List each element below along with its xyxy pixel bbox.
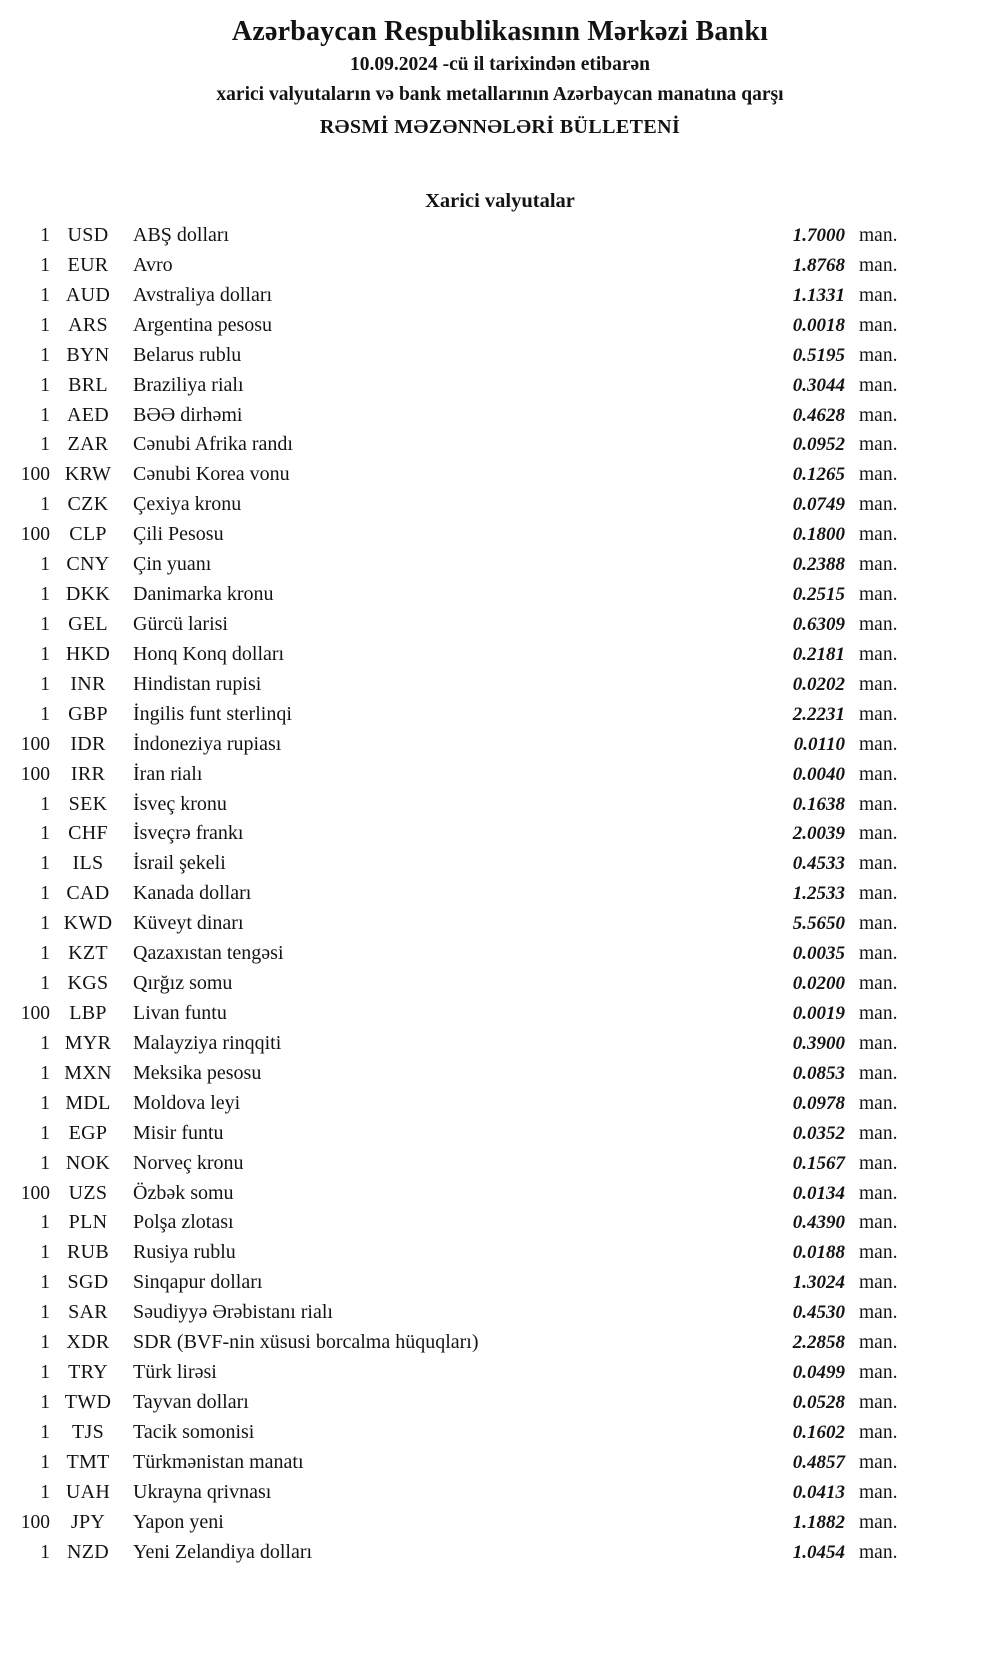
rate-row xyxy=(0,1388,908,1418)
currency-rate: 2.0039 xyxy=(792,823,845,845)
currency-rate: 0.0978 xyxy=(792,1092,845,1114)
currency-name: BƏƏ dirhəmi xyxy=(133,403,243,426)
currency-rate: 0.0528 xyxy=(792,1391,845,1413)
currency-quantity: 1 xyxy=(40,554,50,576)
currency-quantity: 1 xyxy=(40,1242,50,1264)
rate-row xyxy=(0,640,908,670)
currency-code: UAH xyxy=(65,1480,111,1503)
currency-code: LBP xyxy=(69,1001,107,1024)
currency-name: İndoneziya rupiası xyxy=(133,732,282,755)
currency-rate: 0.0200 xyxy=(792,973,845,995)
unit-label: man. xyxy=(859,763,898,785)
currency-code: TRY xyxy=(68,1361,108,1384)
currency-quantity: 1 xyxy=(40,434,50,456)
currency-rate: 0.1638 xyxy=(792,793,845,815)
currency-name: Yapon yeni xyxy=(133,1510,224,1533)
currency-quantity: 1 xyxy=(40,883,50,905)
currency-rate: 2.2858 xyxy=(792,1332,845,1354)
rate-row xyxy=(0,1298,908,1328)
currency-rate: 0.0352 xyxy=(792,1122,845,1144)
currency-code: CLP xyxy=(69,523,107,546)
currency-rate: 0.4857 xyxy=(792,1451,845,1473)
currency-name: Braziliya rialı xyxy=(133,373,244,396)
currency-quantity: 1 xyxy=(40,973,50,995)
unit-label: man. xyxy=(859,284,898,306)
currency-rate: 0.4390 xyxy=(792,1212,845,1234)
rate-row xyxy=(0,490,908,520)
currency-quantity: 100 xyxy=(20,524,50,546)
currency-code: ZAR xyxy=(67,433,109,456)
rate-row xyxy=(0,610,908,640)
currency-quantity: 100 xyxy=(20,1511,50,1533)
rate-row xyxy=(0,1208,908,1238)
currency-name: Polşa zlotası xyxy=(133,1211,234,1234)
currency-rate: 0.5195 xyxy=(792,344,845,366)
rate-row xyxy=(0,520,908,550)
currency-name: Danimarka kronu xyxy=(133,583,274,606)
currency-code: ILS xyxy=(72,852,104,875)
currency-name: Çexiya kronu xyxy=(133,493,242,516)
currency-name: Cənubi Korea vonu xyxy=(133,463,290,486)
currency-quantity: 1 xyxy=(40,943,50,965)
currency-rate: 1.3024 xyxy=(792,1272,845,1294)
rates-table xyxy=(0,221,1000,1567)
rate-row xyxy=(0,251,908,281)
currency-name: Ukrayna qrivnası xyxy=(133,1480,272,1503)
rate-row xyxy=(0,401,908,431)
rate-row xyxy=(0,460,908,490)
currency-name: ABŞ dolları xyxy=(133,224,230,246)
rate-row xyxy=(0,221,908,251)
currency-code: CHF xyxy=(68,822,108,845)
currency-code: DKK xyxy=(65,583,111,606)
unit-label: man. xyxy=(859,1451,898,1473)
currency-name: Səudiyyə Ərəbistanı rialı xyxy=(133,1301,333,1324)
rate-row xyxy=(0,700,908,730)
currency-quantity: 1 xyxy=(40,913,50,935)
currency-quantity: 1 xyxy=(40,643,50,665)
currency-rate: 0.2181 xyxy=(792,643,845,665)
currency-name: Moldova leyi xyxy=(133,1091,241,1114)
currency-code: RUB xyxy=(66,1241,110,1264)
currency-name: İngilis funt sterlinqi xyxy=(133,702,292,725)
currency-name: Yeni Zelandiya dolları xyxy=(133,1540,313,1563)
currency-rate: 1.1331 xyxy=(792,284,845,306)
currency-name: Avstraliya dolları xyxy=(133,283,273,306)
currency-quantity: 100 xyxy=(20,763,50,785)
unit-label: man. xyxy=(859,374,898,396)
currency-code: BYN xyxy=(66,343,110,366)
currency-name: Livan funtu xyxy=(133,1001,227,1024)
currency-name: Türkmənistan manatı xyxy=(133,1450,304,1473)
currency-code: ARS xyxy=(68,313,108,336)
unit-label: man. xyxy=(859,823,898,845)
unit-label: man. xyxy=(859,1062,898,1084)
currency-quantity: 1 xyxy=(40,703,50,725)
currency-code: EUR xyxy=(67,253,109,276)
unit-label: man. xyxy=(859,584,898,606)
currency-rate: 0.0202 xyxy=(792,673,845,695)
unit-label: man. xyxy=(859,1152,898,1174)
currency-name: Belarus rublu xyxy=(133,343,242,366)
unit-label: man. xyxy=(859,1481,898,1503)
currency-name: Tayvan dolları xyxy=(133,1390,249,1413)
currency-code: BRL xyxy=(68,373,108,396)
currency-code: NZD xyxy=(66,1540,109,1563)
bulletin-subtitle-line: xarici valyutaların və bank metallarının Azərbaycan manatına qarşı xyxy=(216,84,784,105)
currency-code: KZT xyxy=(68,942,108,965)
currency-rate: 0.6309 xyxy=(792,613,845,635)
currency-rate: 5.5650 xyxy=(792,913,845,935)
currency-code: AUD xyxy=(65,283,111,306)
currency-code: CAD xyxy=(66,882,110,905)
unit-label: man. xyxy=(859,464,898,486)
bank-title: Azərbaycan Respublikasının Mərkəzi Bankı xyxy=(231,16,769,47)
currency-code: GBP xyxy=(68,702,108,725)
unit-label: man. xyxy=(859,883,898,905)
unit-label: man. xyxy=(859,673,898,695)
unit-label: man. xyxy=(859,1092,898,1114)
unit-label: man. xyxy=(859,554,898,576)
unit-label: man. xyxy=(859,1182,898,1204)
currency-rate: 0.0749 xyxy=(792,494,845,516)
currency-quantity: 1 xyxy=(40,1122,50,1144)
rate-row xyxy=(0,311,908,341)
currency-rate: 0.0413 xyxy=(792,1481,845,1503)
rate-row xyxy=(0,1119,908,1149)
rate-row xyxy=(0,670,908,700)
currency-quantity: 1 xyxy=(40,823,50,845)
unit-label: man. xyxy=(859,524,898,546)
currency-code: MDL xyxy=(65,1091,111,1114)
unit-label: man. xyxy=(859,254,898,276)
currency-rate: 0.0853 xyxy=(792,1062,845,1084)
currency-rate: 1.7000 xyxy=(792,225,845,246)
currency-code: GEL xyxy=(68,612,108,635)
currency-quantity: 100 xyxy=(20,1182,50,1204)
currency-name: Norveç kronu xyxy=(133,1151,244,1174)
currency-name: Argentina pesosu xyxy=(133,313,273,336)
currency-code: JPY xyxy=(70,1510,106,1533)
rate-row xyxy=(0,969,908,999)
currency-quantity: 1 xyxy=(40,1362,50,1384)
currency-quantity: 1 xyxy=(40,1391,50,1413)
rate-row xyxy=(0,1448,908,1478)
currency-rate: 0.0952 xyxy=(792,434,845,456)
currency-code: INR xyxy=(70,672,106,695)
currency-quantity: 1 xyxy=(40,853,50,875)
effective-date-line: 10.09.2024 -cü il tarixindən etibarən xyxy=(349,54,651,75)
currency-name: Avro xyxy=(133,253,173,276)
currency-code: MXN xyxy=(64,1061,112,1084)
currency-name: SDR (BVF-nin xüsusi borcalma hüquqları) xyxy=(133,1331,479,1354)
currency-rate: 0.4628 xyxy=(792,404,845,426)
currency-code: AED xyxy=(66,403,109,426)
unit-label: man. xyxy=(859,703,898,725)
currency-rate: 0.0040 xyxy=(792,763,845,785)
currency-name: Misir funtu xyxy=(133,1121,224,1144)
currency-name: Kanada dolları xyxy=(133,882,252,905)
currency-name: Sinqapur dolları xyxy=(133,1271,263,1294)
unit-label: man. xyxy=(859,314,898,336)
currency-code: SEK xyxy=(68,792,108,815)
currency-code: PLN xyxy=(68,1211,108,1234)
unit-label: man. xyxy=(859,344,898,366)
currency-rate: 0.2388 xyxy=(792,554,845,576)
unit-label: man. xyxy=(859,1032,898,1054)
currency-name: Çin yuanı xyxy=(133,553,212,576)
rate-row xyxy=(0,1059,908,1089)
rate-row xyxy=(0,1418,908,1448)
rate-row xyxy=(0,760,908,790)
currency-quantity: 1 xyxy=(40,344,50,366)
currency-quantity: 1 xyxy=(40,1152,50,1174)
unit-label: man. xyxy=(859,913,898,935)
currency-code: UZS xyxy=(68,1181,108,1204)
rate-row xyxy=(0,1149,908,1179)
currency-code: TJS xyxy=(71,1420,105,1443)
currency-rate: 0.1800 xyxy=(792,524,845,546)
currency-quantity: 1 xyxy=(40,284,50,306)
rate-row xyxy=(0,909,908,939)
currency-code: TWD xyxy=(64,1390,112,1413)
currency-quantity: 100 xyxy=(20,1002,50,1024)
currency-code: KGS xyxy=(67,972,109,995)
currency-code: SAR xyxy=(68,1301,108,1324)
currency-code: EGP xyxy=(68,1121,108,1144)
unit-label: man. xyxy=(859,404,898,426)
currency-quantity: 1 xyxy=(40,1212,50,1234)
currency-name: İsrail şekeli xyxy=(133,852,226,875)
currency-code: KWD xyxy=(63,912,113,935)
currency-rate: 0.0019 xyxy=(792,1002,845,1024)
unit-label: man. xyxy=(859,733,898,755)
currency-name: Tacik somonisi xyxy=(133,1420,255,1443)
unit-label: man. xyxy=(859,973,898,995)
currency-code: NOK xyxy=(65,1151,111,1174)
currency-rate: 0.0188 xyxy=(792,1242,845,1264)
currency-name: Malayziya rinqqiti xyxy=(133,1031,282,1054)
currency-quantity: 1 xyxy=(40,673,50,695)
currency-name: Meksika pesosu xyxy=(133,1061,262,1084)
currency-quantity: 1 xyxy=(40,1272,50,1294)
unit-label: man. xyxy=(859,1302,898,1324)
currency-quantity: 1 xyxy=(40,374,50,396)
currency-quantity: 1 xyxy=(40,1332,50,1354)
rate-row xyxy=(0,819,908,849)
rate-row xyxy=(0,550,908,580)
unit-label: man. xyxy=(859,643,898,665)
currency-name: Küveyt dinarı xyxy=(133,912,244,935)
currency-quantity: 1 xyxy=(40,1541,50,1563)
unit-label: man. xyxy=(859,793,898,815)
currency-name: Gürcü larisi xyxy=(133,612,228,635)
currency-quantity: 1 xyxy=(40,225,50,246)
currency-code: KRW xyxy=(64,463,112,486)
currency-name: Türk lirəsi xyxy=(133,1361,217,1384)
unit-label: man. xyxy=(859,1362,898,1384)
rate-row xyxy=(0,879,908,909)
unit-label: man. xyxy=(859,1391,898,1413)
rate-row xyxy=(0,1508,908,1538)
rate-row xyxy=(0,1029,908,1059)
unit-label: man. xyxy=(859,494,898,516)
currency-code: CNY xyxy=(66,553,110,576)
unit-label: man. xyxy=(859,1002,898,1024)
currency-rate: 0.1265 xyxy=(792,464,845,486)
currency-rate: 0.4530 xyxy=(792,1302,845,1324)
unit-label: man. xyxy=(859,613,898,635)
unit-label: man. xyxy=(859,1511,898,1533)
unit-label: man. xyxy=(859,1421,898,1443)
rate-row xyxy=(0,790,908,820)
currency-quantity: 1 xyxy=(40,494,50,516)
unit-label: man. xyxy=(859,434,898,456)
unit-label: man. xyxy=(859,1242,898,1264)
currency-code: XDR xyxy=(66,1331,110,1354)
rate-row xyxy=(0,849,908,879)
currency-quantity: 1 xyxy=(40,1062,50,1084)
rate-row xyxy=(0,730,908,760)
currency-name: Özbək somu xyxy=(133,1181,234,1204)
currency-rate: 0.4533 xyxy=(792,853,845,875)
currency-code: IRR xyxy=(70,762,106,785)
currency-name: Hindistan rupisi xyxy=(133,672,262,695)
rate-row xyxy=(0,1268,908,1298)
currency-rate: 0.0018 xyxy=(792,314,845,336)
currency-name: Honq Konq dolları xyxy=(133,642,285,665)
rate-row xyxy=(0,341,908,371)
currency-rate: 0.1602 xyxy=(792,1421,845,1443)
rate-row xyxy=(0,281,908,311)
currency-code: USD xyxy=(67,224,109,246)
unit-label: man. xyxy=(859,1541,898,1563)
unit-label: man. xyxy=(859,943,898,965)
bulletin-name-line: RƏSMİ MƏZƏNNƏLƏRİ BÜLLETENİ xyxy=(319,116,681,138)
currency-quantity: 1 xyxy=(40,314,50,336)
currency-rate: 0.0110 xyxy=(793,733,845,755)
currency-quantity: 1 xyxy=(40,1481,50,1503)
unit-label: man. xyxy=(859,1122,898,1144)
currency-code: CZK xyxy=(67,493,109,516)
currency-quantity: 1 xyxy=(40,254,50,276)
currency-code: HKD xyxy=(65,642,111,665)
section-title-foreign-currencies: Xarici valyutalar xyxy=(425,190,575,212)
currency-name: İsveç kronu xyxy=(133,792,227,815)
currency-rate: 0.3044 xyxy=(792,374,845,396)
currency-quantity: 1 xyxy=(40,613,50,635)
rate-row xyxy=(0,1089,908,1119)
currency-quantity: 1 xyxy=(40,1421,50,1443)
currency-quantity: 100 xyxy=(20,464,50,486)
rate-row xyxy=(0,999,908,1029)
currency-quantity: 1 xyxy=(40,1032,50,1054)
currency-rate: 0.0134 xyxy=(792,1182,845,1204)
currency-rate: 0.0499 xyxy=(792,1362,845,1384)
unit-label: man. xyxy=(859,225,898,246)
rate-row xyxy=(0,371,908,401)
unit-label: man. xyxy=(859,1212,898,1234)
currency-quantity: 1 xyxy=(40,584,50,606)
currency-rate: 0.1567 xyxy=(792,1152,845,1174)
currency-code: SGD xyxy=(67,1271,109,1294)
currency-name: Cənubi Afrika randı xyxy=(133,433,293,456)
rate-row xyxy=(0,939,908,969)
unit-label: man. xyxy=(859,1272,898,1294)
rate-row xyxy=(0,1179,908,1209)
currency-quantity: 1 xyxy=(40,1092,50,1114)
currency-quantity: 1 xyxy=(40,404,50,426)
currency-quantity: 1 xyxy=(40,1451,50,1473)
currency-rate: 2.2231 xyxy=(792,703,845,725)
currency-code: MYR xyxy=(64,1031,112,1054)
currency-rate: 1.0454 xyxy=(792,1541,845,1563)
currency-rate: 1.1882 xyxy=(792,1511,845,1533)
unit-label: man. xyxy=(859,1332,898,1354)
rate-row xyxy=(0,1538,908,1568)
rate-row xyxy=(0,1328,908,1358)
currency-quantity: 100 xyxy=(20,733,50,755)
currency-quantity: 1 xyxy=(40,1302,50,1324)
currency-name: Çili Pesosu xyxy=(133,523,224,546)
currency-code: IDR xyxy=(70,732,106,755)
rate-row xyxy=(0,580,908,610)
currency-name: İran rialı xyxy=(133,762,203,785)
rate-row xyxy=(0,1358,908,1388)
rate-row xyxy=(0,1478,908,1508)
currency-name: Qazaxıstan tengəsi xyxy=(133,942,284,965)
currency-quantity: 1 xyxy=(40,793,50,815)
rate-row xyxy=(0,1238,908,1268)
currency-name: Rusiya rublu xyxy=(133,1241,236,1264)
rate-row xyxy=(0,430,908,460)
unit-label: man. xyxy=(859,853,898,875)
currency-rate: 0.2515 xyxy=(792,584,845,606)
currency-name: İsveçrə frankı xyxy=(133,822,244,845)
currency-code: TMT xyxy=(66,1450,110,1473)
currency-rate: 0.3900 xyxy=(792,1032,845,1054)
currency-name: Qırğız somu xyxy=(133,972,233,995)
currency-rate: 0.0035 xyxy=(792,943,845,965)
currency-rate: 1.8768 xyxy=(792,254,845,276)
currency-rate: 1.2533 xyxy=(792,883,845,905)
